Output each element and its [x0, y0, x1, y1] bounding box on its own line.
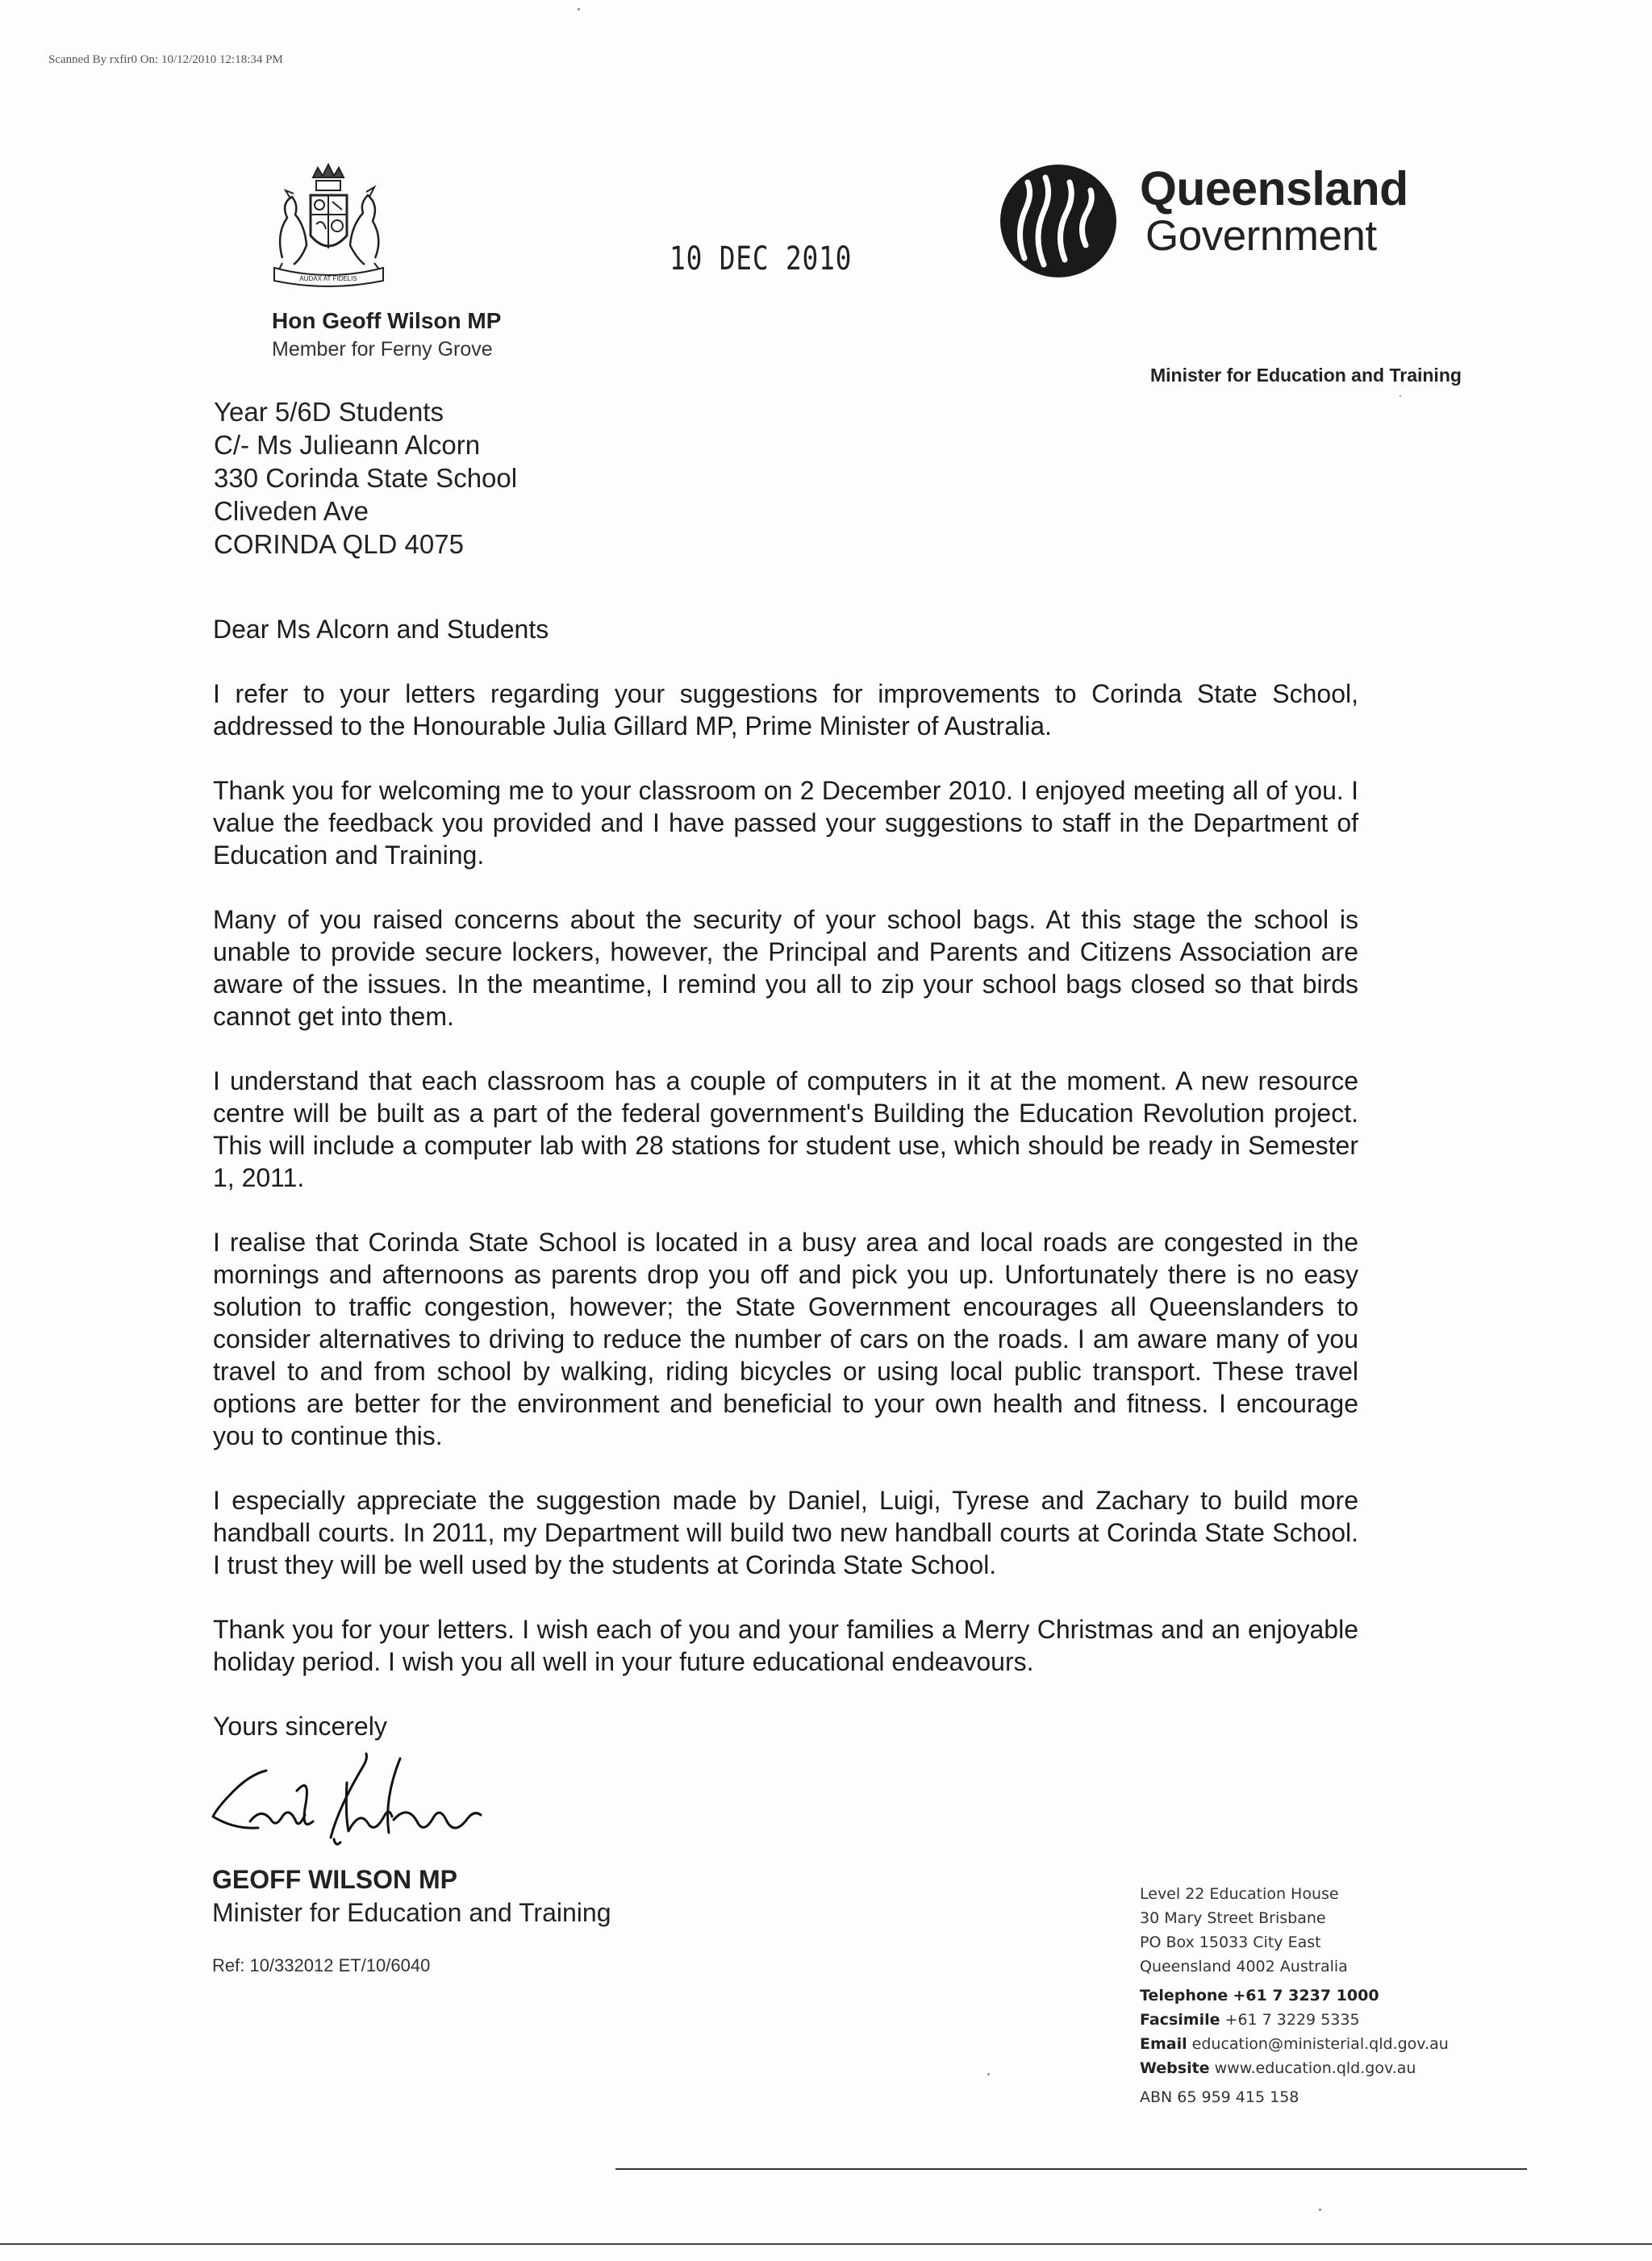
- body-paragraph: I especially appreciate the suggestion made by Daniel, Luigi, Tyrese and Zachary to build more handball courts. In 2011, my Department will build two new handball courts at Corinda State School. I trust they will be well used by the students at Corinda State School.: [213, 1486, 1358, 1579]
- page-edge: [0, 2243, 1652, 2245]
- contact-address-line: Level 22 Education House: [1140, 1885, 1339, 1903]
- sender-seat: Member for Ferny Grove: [272, 338, 493, 361]
- telephone-value: +61 7 3237 1000: [1233, 1987, 1379, 2004]
- contact-address-line: Queensland 4002 Australia: [1140, 1958, 1348, 1975]
- scan-stamp: Scanned By rxfir0 On: 10/12/2010 12:18:34 PM: [48, 53, 283, 66]
- abn: ABN 65 959 415 158: [1140, 2088, 1299, 2106]
- facsimile-value: +61 7 3229 5335: [1224, 2011, 1360, 2029]
- closing: Yours sincerely: [213, 1712, 387, 1741]
- scan-speck: [578, 8, 580, 10]
- scan-speck: [1319, 2209, 1321, 2211]
- date-stamp: 10 DEC 2010: [670, 240, 853, 277]
- queensland-government-logo-icon: [991, 155, 1128, 284]
- website-value: www.education.qld.gov.au: [1214, 2059, 1416, 2077]
- email-label: Email: [1140, 2035, 1187, 2053]
- body-paragraph: I refer to your letters regarding your suggestions for improvements to Corinda State School, addressed to the Honourable Julia Gillard MP, Prime Minister of Australia.: [213, 679, 1358, 740]
- body-paragraph: I understand that each classroom has a couple of computers in it at the moment. A new resource centre will be built as a part of the federal government's Building the Education Revolution project. This will include a computer lab with 28 stations for student use, which should be ready in Semester 1, 2011.: [213, 1066, 1358, 1192]
- address-line: Year 5/6D Students: [214, 397, 444, 427]
- crest-motto: AUDAX AT FIDELIS: [299, 275, 357, 282]
- address-line: CORINDA QLD 4075: [214, 529, 464, 559]
- scan-speck: [987, 2073, 990, 2075]
- coat-of-arms-icon: [266, 161, 391, 290]
- website-label: Website: [1140, 2059, 1210, 2077]
- salutation: Dear Ms Alcorn and Students: [213, 615, 549, 644]
- recipient-address: [214, 395, 517, 561]
- signer-name: GEOFF WILSON MP: [212, 1865, 457, 1894]
- website-line: [1140, 2056, 1449, 2080]
- body-paragraph: Many of you raised concerns about the security of your school bags. At this stage the school is unable to provide secure lockers, however, the Principal and Parents and Citizens Association are aware of the issues. In the meantime, I remind you all to zip your school bags closed so that birds cannot get into them.: [213, 905, 1358, 1031]
- contact-address-line: 30 Mary Street Brisbane: [1140, 1909, 1326, 1927]
- address-line: Cliveden Ave: [214, 496, 369, 526]
- letter-body: [213, 613, 1358, 1742]
- sender-name: Hon Geoff Wilson MP: [272, 308, 502, 333]
- signer-title: Minister for Education and Training: [212, 1898, 611, 1927]
- body-paragraph: Thank you for welcoming me to your classroom on 2 December 2010. I enjoyed meeting all of you. I value the feedback you provided and I have passed your suggestions to staff in the Department of Education and Training.: [213, 776, 1358, 870]
- scan-speck: [1400, 395, 1401, 397]
- contact-block: [1140, 1882, 1449, 2109]
- org-name-line2: Government: [1145, 212, 1377, 260]
- body-paragraph: I realise that Corinda State School is located in a busy area and local roads are congested in the mornings and afternoons as parents drop you off and pick you up. Unfortunately there is no easy solution to traffic congestion, however; the State Government encourages all Queenslanders to consider alternatives to driving to reduce the number of cars on the roads. I am aware many of you travel to and from school by walking, riding bicycles or using local public transport. These travel options are better for the environment and beneficial to your own health and fitness. I encourage you to continue this.: [213, 1228, 1358, 1450]
- facsimile-label: Facsimile: [1140, 2011, 1220, 2029]
- address-line: C/- Ms Julieann Alcorn: [214, 430, 481, 460]
- facsimile-line: [1140, 2008, 1449, 2032]
- telephone-label: Telephone: [1140, 1987, 1229, 2004]
- org-name-line1: Queensland: [1140, 162, 1408, 215]
- footer-rule: [615, 2168, 1527, 2170]
- email-value: education@ministerial.qld.gov.au: [1191, 2035, 1449, 2053]
- signature-icon: [202, 1726, 524, 1863]
- email-line: [1140, 2032, 1449, 2056]
- telephone-line: [1140, 1984, 1449, 2008]
- minister-title: Minister for Education and Training: [1150, 365, 1462, 386]
- body-paragraph: Thank you for your letters. I wish each of you and your families a Merry Christmas and an enjoyable holiday period. I wish you all well in your future educational endeavours.: [213, 1615, 1358, 1676]
- reference-number: Ref: 10/332012 ET/10/6040: [212, 1955, 431, 1975]
- address-line: 330 Corinda State School: [214, 463, 518, 493]
- contact-address-line: PO Box 15033 City East: [1140, 1934, 1321, 1951]
